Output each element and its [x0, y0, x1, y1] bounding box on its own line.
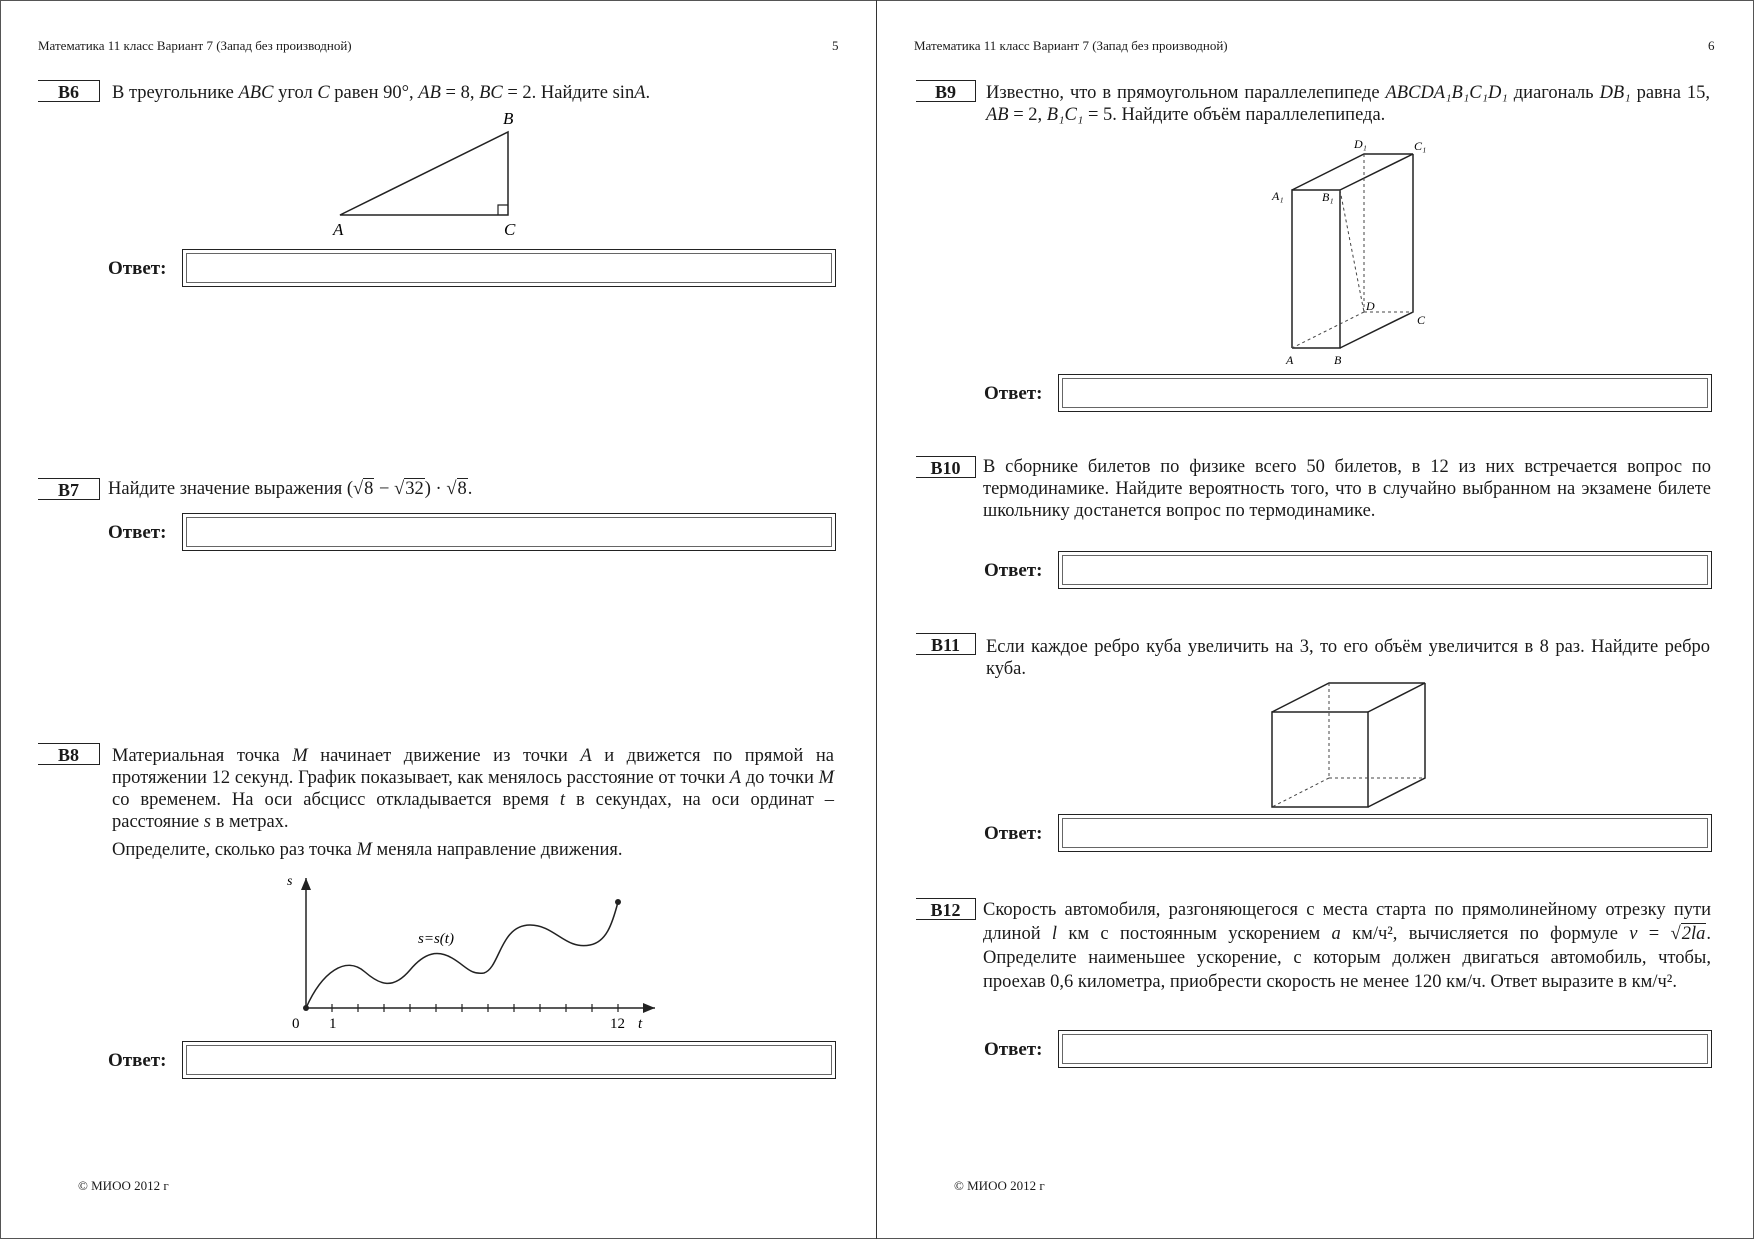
problem-label-b9: В9	[916, 80, 976, 102]
right-page-number: 6	[1708, 38, 1715, 53]
problem-text-b12: Скорость автомобиля, разгоняющегося с места старта по прямолинейному отрезку пути длиной l км с постоянным ускорением a км/ч², вычисляется по формуле v = √2la. Определите наименьшее ускорение, с которым должен двигаться автомобиль, чтобы, проехав 0,6 километра, приобрести скорость не менее 120 км/ч. Ответ выразите в км/ч².	[983, 900, 1711, 992]
vertex-b-label: B	[503, 109, 514, 128]
t-axis-label: t	[638, 1016, 643, 1032]
problem-text-b9: Известно, что в прямоугольном параллелепипеде ABCDA₁B₁C₁D₁ диагональ DB₁ равна 15, AB = 2, B₁C₁ = 5. Найдите объём параллелепипеда.	[986, 83, 1710, 125]
answer-label-b10: Ответ:	[984, 560, 1043, 581]
answer-field-b12[interactable]	[1058, 1030, 1712, 1068]
answer-label-b7: Ответ:	[108, 522, 167, 543]
problem-text-b11: Если каждое ребро куба увеличить на 3, то его объём увеличится в 8 раз. Найдите ребро куба.	[986, 637, 1710, 679]
origin-label: 0	[292, 1016, 300, 1032]
vertex-b1: B₁	[1322, 190, 1334, 204]
problem-text-b8: Материальная точка M начинает движение из точки A и движется по прямой на протяжении 12 секунд. График показывает, как менялось расстояние от точки A до точки M со временем. На оси абсцисс откладывается время t в секундах, на оси ординат – расстояние s в метрах. Определите, сколько раз точка M меняла направление движения.	[112, 746, 834, 860]
problem-label-b11: В11	[916, 633, 976, 655]
problem-label-b10: В10	[916, 456, 976, 478]
tick-label-12: 12	[610, 1016, 625, 1032]
answer-label-b6: Ответ:	[108, 258, 167, 279]
left-page-number: 5	[832, 38, 839, 53]
tick-label-1: 1	[329, 1016, 337, 1032]
curve-label: s=s(t)	[418, 931, 454, 947]
problem-text-b6: В треугольнике ABC угол C равен 90°, AB = 8, BC = 2. Найдите sinA.	[112, 83, 651, 103]
right-header: Математика 11 класс Вариант 7 (Запад без производной)	[914, 38, 1228, 53]
problem-label-b7: В7	[38, 478, 100, 500]
vertex-c: C	[1417, 313, 1426, 327]
problem-label-b6: В6	[38, 80, 100, 102]
vertex-a: A	[1286, 353, 1294, 367]
vertex-d1: D₁	[1354, 137, 1367, 151]
answer-label-b12: Ответ:	[984, 1039, 1043, 1060]
problem-label-b12: В12	[916, 898, 976, 920]
vertex-a-label: A	[333, 220, 344, 239]
vertex-c1: C₁	[1414, 139, 1427, 153]
answer-label-b11: Ответ:	[984, 823, 1043, 844]
answer-label-b8: Ответ:	[108, 1050, 167, 1071]
vertex-b: B	[1334, 353, 1342, 367]
vertex-a1: A₁	[1272, 189, 1284, 203]
problem-label-b8: В8	[38, 743, 100, 765]
left-header: Математика 11 класс Вариант 7 (Запад без производной)	[38, 38, 352, 53]
problem-text-b10: В сборнике билетов по физике всего 50 билетов, в 12 из них встречается вопрос по термодинамике. Найдите вероятность того, что в случайно выбранном на экзамене билете школьнику достанется вопрос по термодинамике.	[983, 457, 1711, 521]
problem-text-b7: Найдите значение выражения (√8 − √32) · √8.	[108, 479, 473, 499]
vertex-d: D	[1366, 299, 1375, 313]
vertex-c-label: C	[504, 220, 516, 239]
right-footer: © МИОО 2012 г	[954, 1178, 1045, 1193]
answer-label-b9: Ответ:	[984, 383, 1043, 404]
left-footer: © МИОО 2012 г	[78, 1178, 169, 1193]
answer-field-b11[interactable]	[1058, 814, 1712, 852]
s-axis-label: s	[287, 874, 293, 889]
